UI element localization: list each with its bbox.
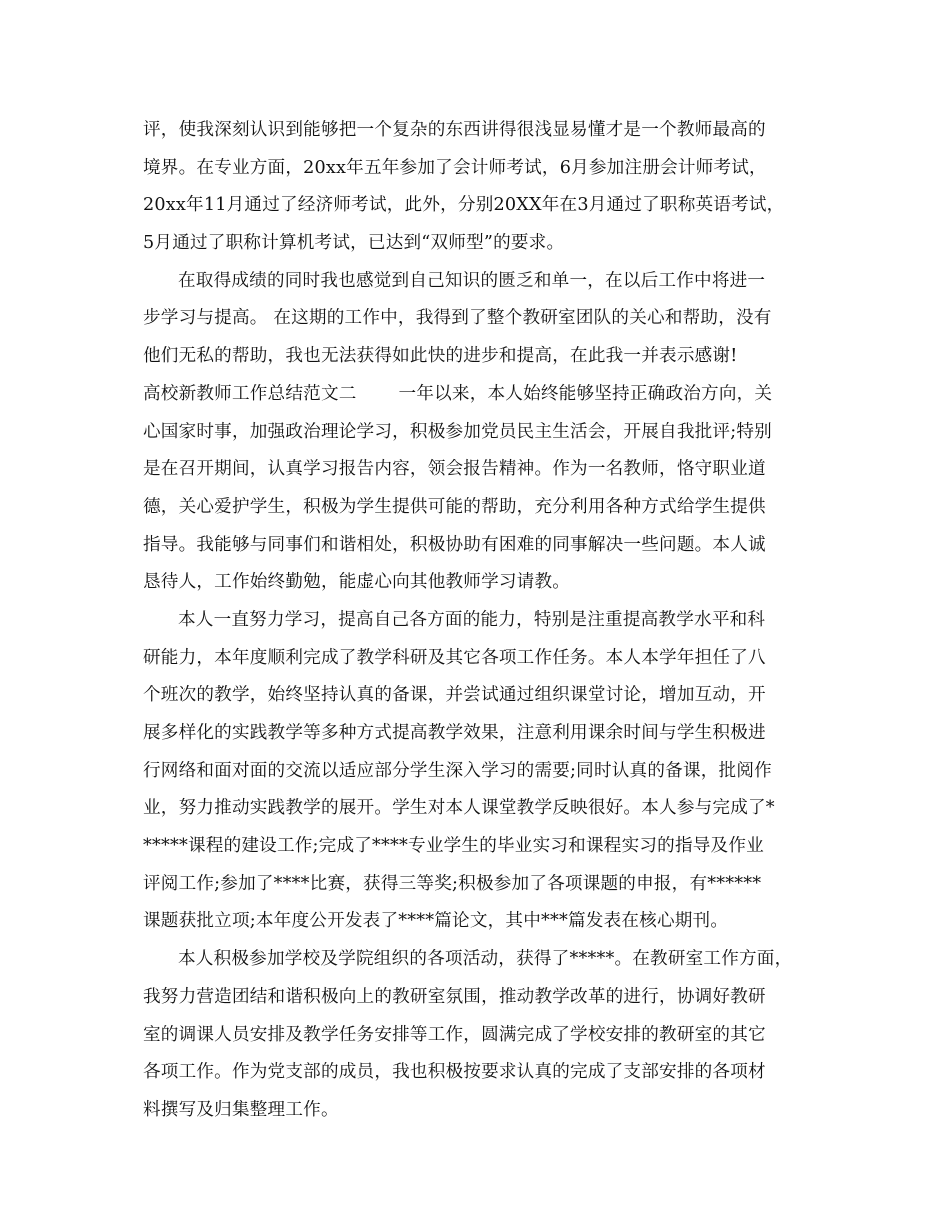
text-line: 心国家时事，加强政治理论学习，积极参加党员民主生活会，开展自我批评;特别: [143, 421, 772, 442]
text-line: 境界。在专业方面，20xx年五年参加了会计师考试，6月参加注册会计师考试，: [143, 157, 767, 178]
text-line: *****课程的建设工作;完成了****专业学生的毕业实习和课程实习的指导及作业: [143, 836, 764, 857]
text-line: 室的调课人员安排及教学任务安排等工作，圆满完成了学校安排的教研室的其它: [143, 1024, 766, 1045]
text-line: 展多样化的实践教学等多种方式提高教学效果，注意利用课余时间与学生积极进: [143, 723, 766, 743]
text-line: 料撰写及归集整理工作。: [143, 1099, 339, 1120]
text-line: 业，努力推动实践教学的展开。学生对本人课堂教学反映很好。本人参与完成了*: [143, 798, 775, 819]
heading-line-text: 一年以来，本人始终能够坚持正确政治方向，关: [398, 383, 773, 404]
text-line: 20xx年11月通过了经济师考试，此外，分别20XX年在3月通过了职称英语考试，: [143, 195, 785, 216]
text-line: 步学习与提高。 在这期的工作中，我得到了整个教研室团队的关心和帮助，没有: [143, 308, 772, 329]
text-line: 评，使我深刻认识到能够把一个复杂的东西讲得很浅显易懂才是一个教师最高的: [143, 120, 766, 140]
text-line: 个班次的教学，始终坚持认真的备课，并尝试通过组织课堂讨论，增加互动，开: [143, 685, 766, 706]
text-line: 他们无私的帮助，我也无法获得如此快的进步和提高，在此我一并表示感谢!: [143, 346, 738, 367]
text-line: 课题获批立项;本年度公开发表了****篇论文，其中***篇发表在核心期刊。: [143, 911, 729, 932]
text-line: 指导。我能够与同事们和谐相处，积极协助有困难的同事解决一些问题。本人诚: [143, 534, 766, 555]
text-line: 行网络和面对面的交流以适应部分学生深入学习的需要;同时认真的备课，批阅作: [143, 760, 772, 781]
text-line: 评阅工作;参加了****比赛，获得三等奖;积极参加了各项课题的申报，有******: [143, 873, 762, 894]
text-line: 5月通过了职称计算机考试，已达到“双师型”的要求。: [143, 233, 565, 254]
text-line: 是在召开期间，认真学习报告内容，领会报告精神。作为一名教师，恪守职业道: [143, 459, 766, 480]
paragraph-start-line: 本人积极参加学校及学院组织的各项活动，获得了*****。在教研室工作方面，: [178, 949, 793, 970]
document-body: [143, 112, 819, 1130]
text-line: 我努力营造团结和谐积极向上的教研室氛围，推动教学改革的进行，协调好教研: [143, 986, 766, 1007]
text-line: 德，关心爱护学生，积极为学生提供可能的帮助，充分利用各种方式给学生提供: [143, 496, 766, 517]
paragraph-start-line: 本人一直努力学习，提高自己各方面的能力，特别是注重提高教学水平和科: [178, 609, 766, 630]
text-line: 恳待人，工作始终勤勉，能虚心向其他教师学习请教。: [143, 572, 571, 593]
section-heading: 高校新教师工作总结范文二: [143, 383, 357, 404]
heading-line: [143, 376, 819, 414]
text-line: 各项工作。作为党支部的成员，我也积极按要求认真的完成了支部安排的各项材: [143, 1062, 766, 1083]
text-line: 研能力，本年度顺利完成了教学科研及其它各项工作任务。本人本学年担任了八: [143, 647, 766, 668]
paragraph-start-line: 在取得成绩的同时我也感觉到自己知识的匮乏和单一，在以后工作中将进一: [178, 270, 766, 291]
